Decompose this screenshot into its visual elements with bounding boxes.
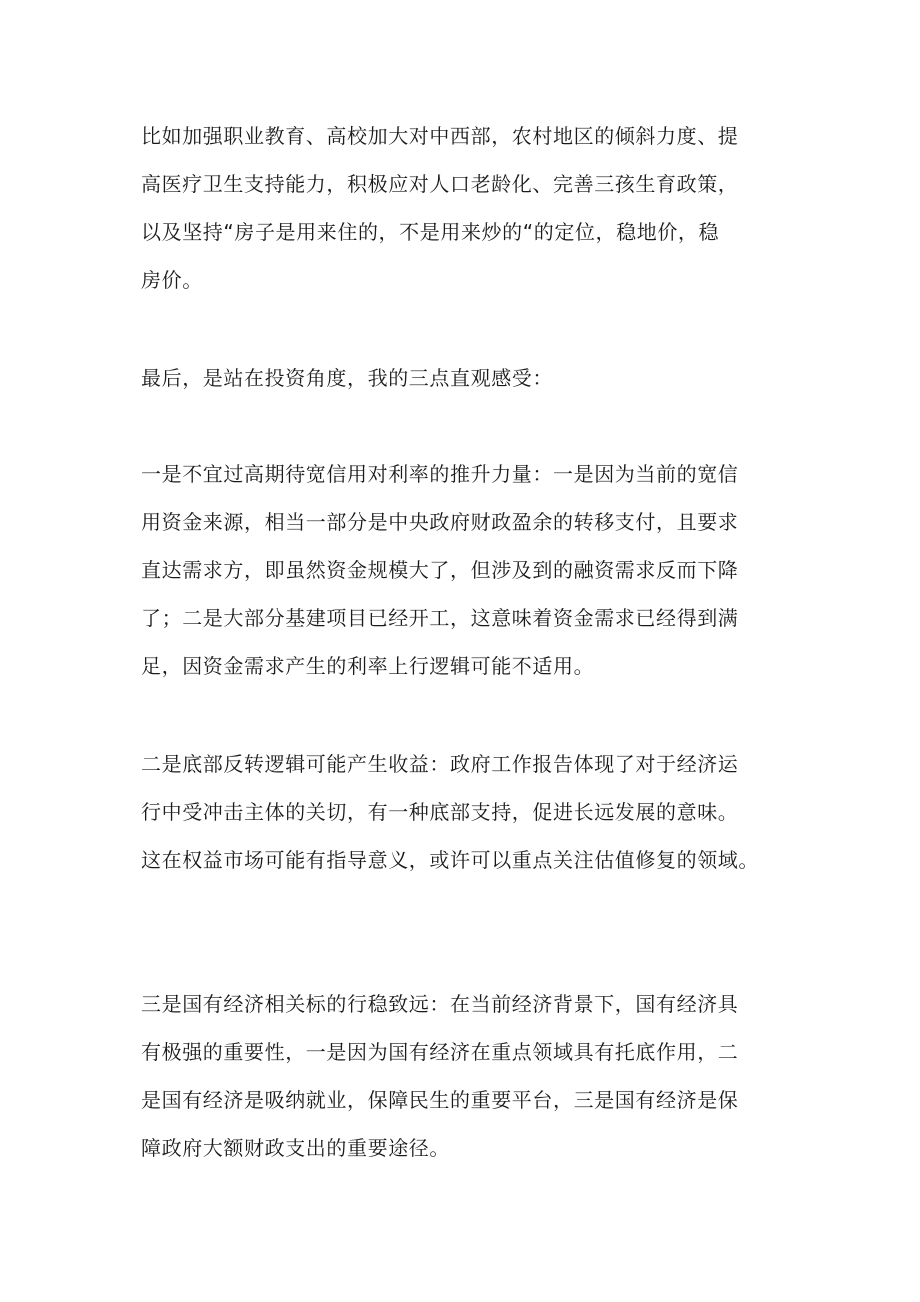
text-line: 二是底部反转逻辑可能产生收益：政府工作报告体现了对于经济运 xyxy=(141,752,739,776)
text-line: 最后，是站在投资角度，我的三点直观感受： xyxy=(141,366,553,390)
text-line: 三是国有经济相关标的行稳致远：在当前经济背景下，国有经济具 xyxy=(141,992,739,1016)
text-line: 房价。 xyxy=(141,268,203,292)
text-line: 了；二是大部分基建项目已经开工，这意味着资金需求已经得到满 xyxy=(141,606,739,630)
paragraph-policy-measures xyxy=(141,112,738,304)
text-line: 以及坚持“房子是用来住的，不是用来炒的“的定位，稳地价，稳 xyxy=(141,220,720,244)
paragraph-point-two xyxy=(141,740,759,884)
paragraph-point-three xyxy=(141,980,738,1172)
text-line: 足，因资金需求产生的利率上行逻辑可能不适用。 xyxy=(141,654,595,678)
paragraph-point-one xyxy=(141,450,738,690)
paragraph-investment-intro xyxy=(141,354,553,402)
text-line: 是国有经济是吸纳就业，保障民生的重要平台，三是国有经济是保 xyxy=(141,1088,739,1112)
text-line: 直达需求方，即虽然资金规模大了，但涉及到的融资需求反而下降 xyxy=(141,558,739,582)
text-line: 高医疗卫生支持能力，积极应对人口老龄化、完善三孩生育政策， xyxy=(141,172,739,196)
text-line: 这在权益市场可能有指导意义，或许可以重点关注估值修复的领域。 xyxy=(141,848,759,872)
text-line: 障政府大额财政支出的重要途径。 xyxy=(141,1136,450,1160)
text-line: 比如加强职业教育、高校加大对中西部，农村地区的倾斜力度、提 xyxy=(141,124,739,148)
text-line: 用资金来源，相当一部分是中央政府财政盈余的转移支付，且要求 xyxy=(141,510,739,534)
text-line: 行中受冲击主体的关切，有一种底部支持，促进长远发展的意味。 xyxy=(141,800,739,824)
text-line: 一是不宜过高期待宽信用对利率的推升力量：一是因为当前的宽信 xyxy=(141,462,739,486)
text-line: 有极强的重要性，一是因为国有经济在重点领域具有托底作用，二 xyxy=(141,1040,739,1064)
